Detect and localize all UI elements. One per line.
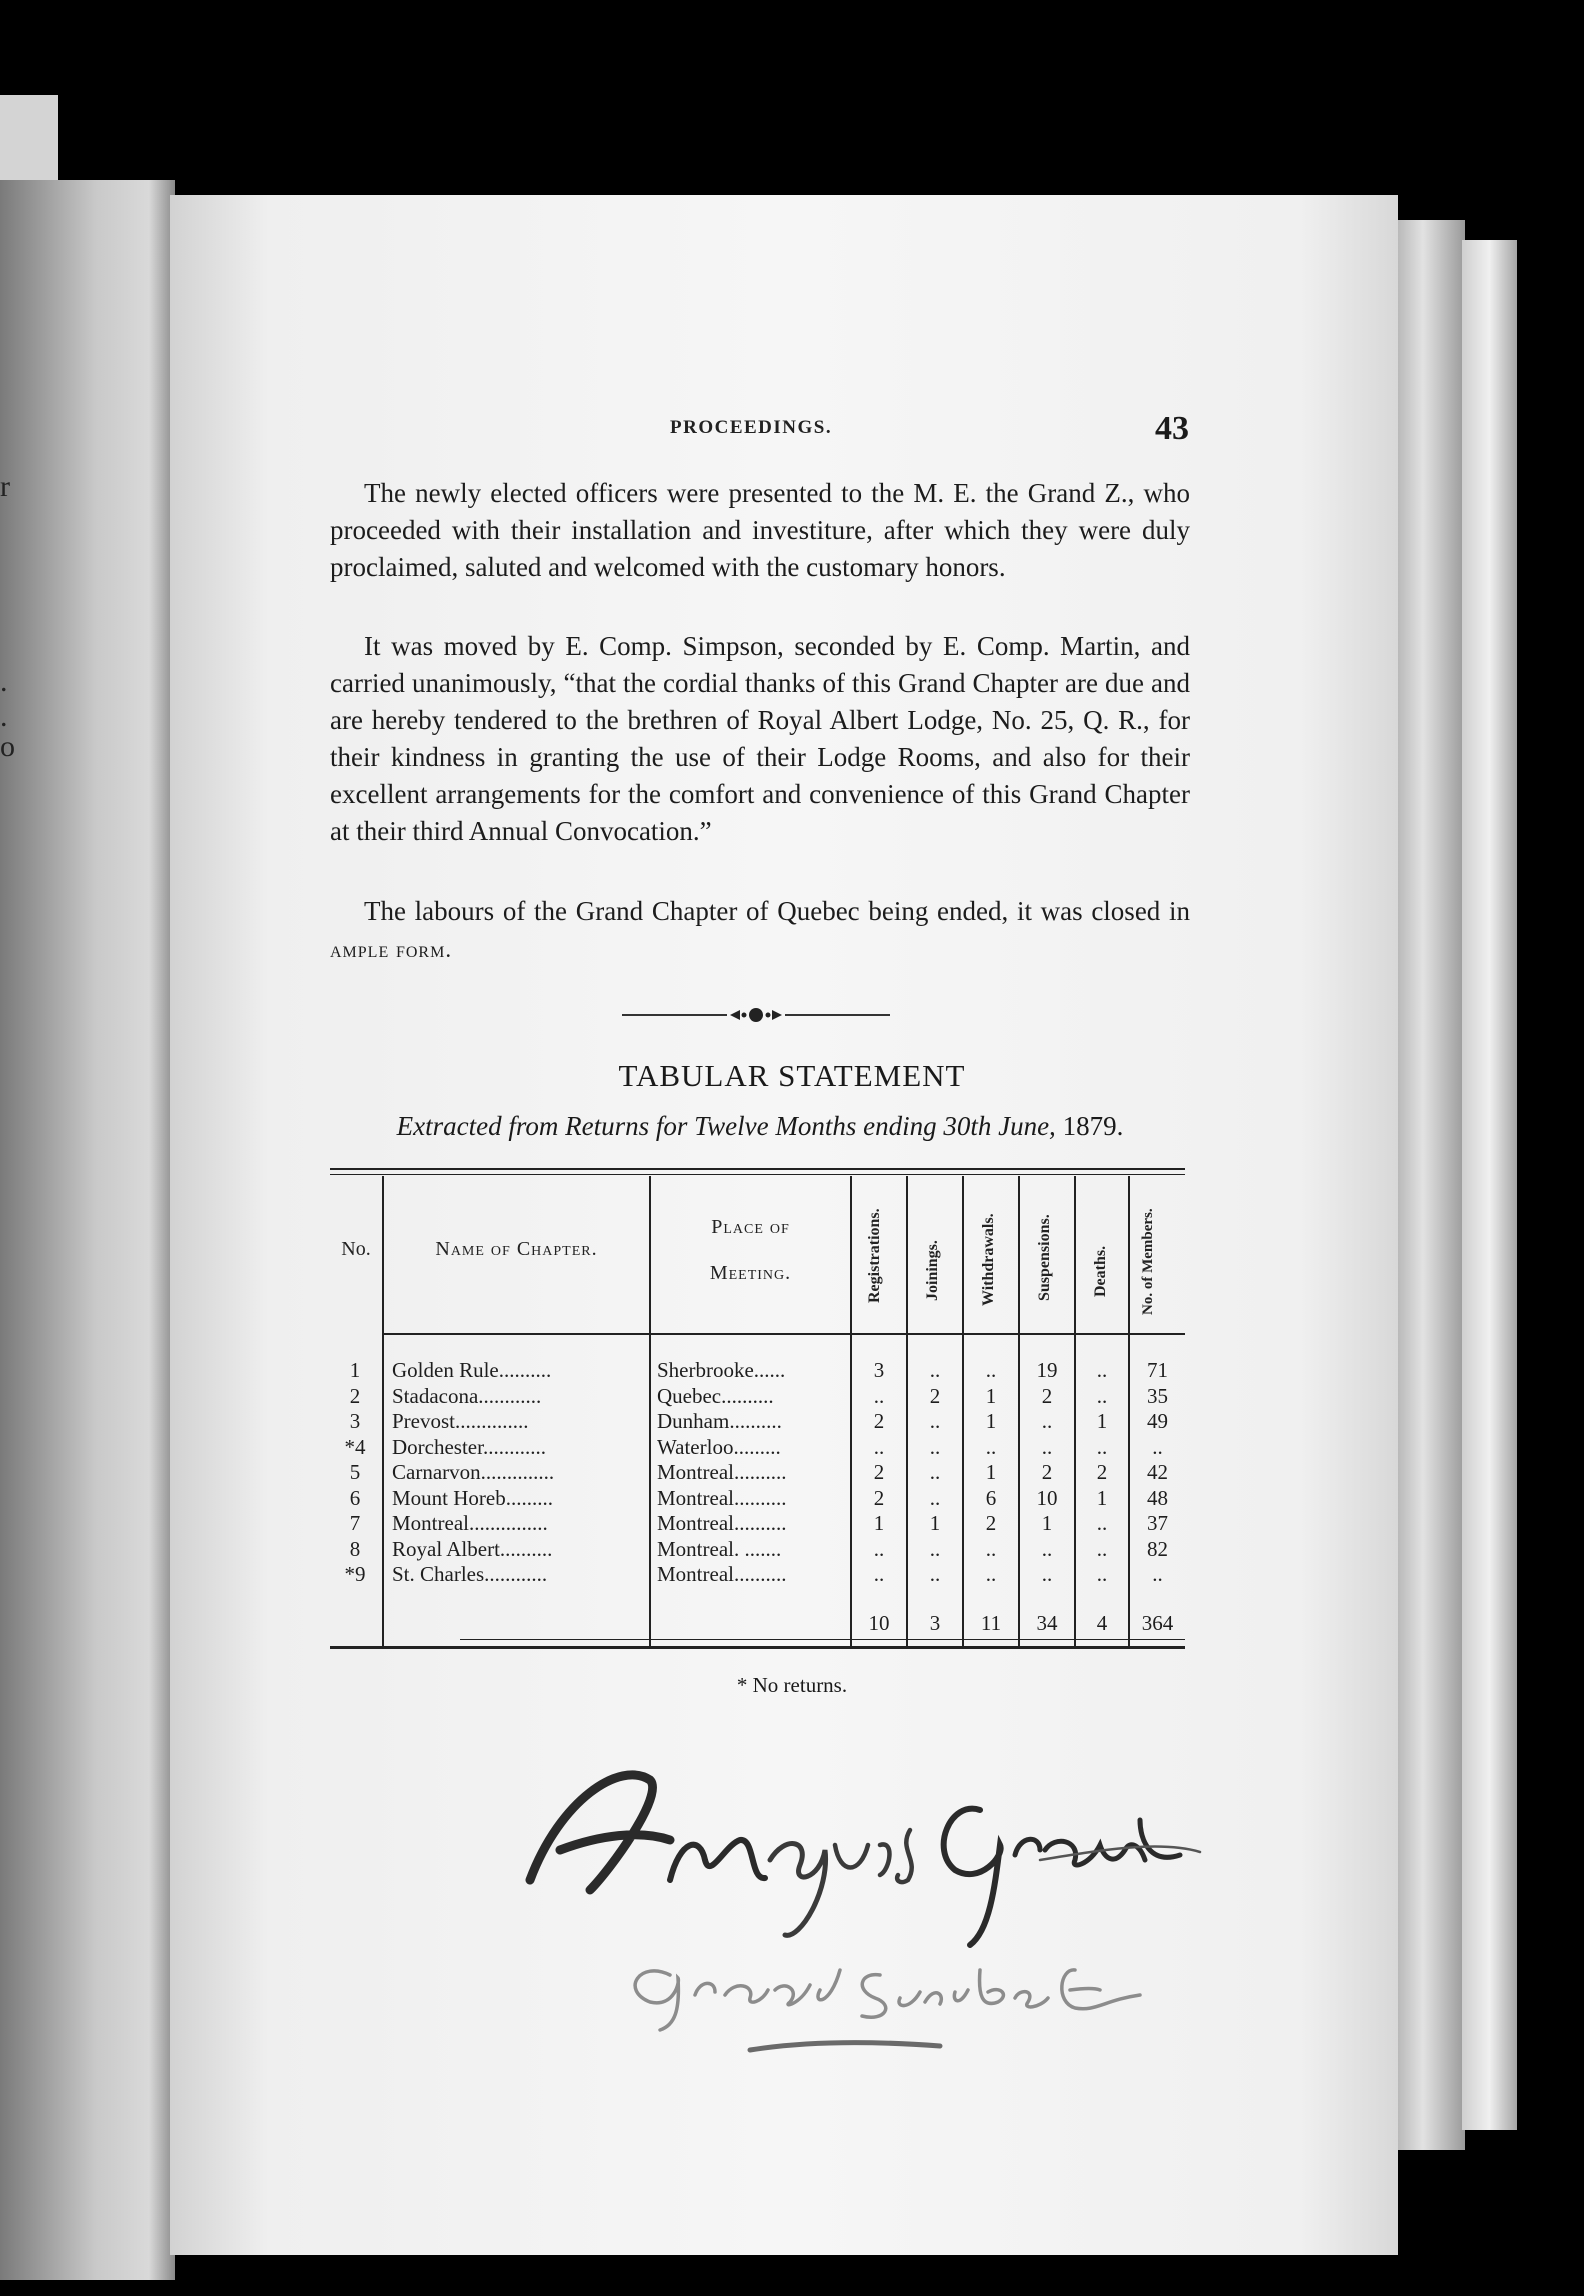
table-cell-with: 2 <box>985 1511 997 1535</box>
page-number: 43 <box>1155 410 1189 447</box>
table-cell-join: 2 <box>929 1383 941 1408</box>
column-header-no: No. <box>341 1238 371 1260</box>
table-cell-place: Montreal.......... <box>657 1562 787 1586</box>
column-header-name: Name of Chapter. <box>435 1238 598 1260</box>
table-cell-join: .. <box>929 1434 941 1459</box>
table-cell-mem: 48 <box>1147 1485 1168 1510</box>
table-cell-reg: .. <box>873 1383 885 1408</box>
table-cell-join: .. <box>929 1562 941 1586</box>
table-cell-no: 1 <box>349 1358 361 1382</box>
page-tab <box>0 95 58 180</box>
table-cell-name: Montreal............... <box>392 1511 548 1535</box>
facing-page-fragment: r <box>0 470 10 503</box>
table-cell-reg: 3 <box>873 1358 885 1382</box>
table-cell-susp: .. <box>1041 1409 1053 1433</box>
table-cell-place: Quebec.......... <box>657 1383 774 1408</box>
table-cell-death: .. <box>1096 1536 1108 1561</box>
facing-page-edge <box>0 180 175 2280</box>
table-cell-reg: 2 <box>873 1460 885 1484</box>
closing-text: The labours of the Grand Chapter of Quebec being ended, it was closed in <box>364 896 1190 926</box>
closing-paragraph <box>330 893 1190 968</box>
facing-page-fragment: . <box>0 665 8 698</box>
running-title: PROCEEDINGS. <box>670 417 833 438</box>
table-cell-place: Sherbrooke...... <box>657 1358 786 1382</box>
table-cell-reg: 2 <box>873 1409 885 1433</box>
table-cell-mem: 82 <box>1147 1536 1168 1561</box>
total-suspensions: 34 <box>1036 1611 1058 1635</box>
table-cell-name: Prevost.............. <box>392 1409 529 1433</box>
table-cell-no: *9 <box>344 1562 366 1586</box>
table-cell-mem: 71 <box>1147 1358 1168 1382</box>
table-cell-with: 1 <box>985 1383 997 1408</box>
table-cell-susp: .. <box>1041 1562 1053 1586</box>
table-cell-reg: 2 <box>873 1485 885 1510</box>
column-header-place-1: Place of <box>711 1216 790 1238</box>
table-cell-susp: 1 <box>1041 1511 1053 1535</box>
table-cell-susp: .. <box>1041 1434 1053 1459</box>
table-cell-mem: .. <box>1152 1562 1163 1586</box>
table-cell-susp: 2 <box>1041 1460 1053 1484</box>
table-cell-no: 7 <box>349 1511 361 1535</box>
table-cell-name: Royal Albert.......... <box>392 1536 553 1561</box>
table-subtitle-year: 1879. <box>1062 1111 1124 1141</box>
table-cell-no: 3 <box>349 1409 361 1433</box>
column-header-suspensions: Suspensions. <box>1036 1214 1053 1302</box>
table-cell-death: 1 <box>1096 1485 1108 1510</box>
table-cell-death: .. <box>1096 1434 1108 1459</box>
total-joinings: 3 <box>929 1611 941 1635</box>
table-cell-death: 2 <box>1096 1460 1108 1484</box>
table-cell-with: 1 <box>985 1409 997 1433</box>
table-cell-name: Stadacona............ <box>392 1383 542 1408</box>
total-members: 364 <box>1141 1611 1174 1635</box>
table-cell-with: 6 <box>985 1485 997 1510</box>
table-cell-mem: .. <box>1152 1434 1163 1459</box>
column-header-withdrawals: Withdrawals. <box>980 1213 997 1306</box>
table-cell-death: .. <box>1096 1383 1108 1408</box>
table-cell-with: .. <box>985 1434 997 1459</box>
table-cell-with: .. <box>985 1562 997 1586</box>
total-deaths: 4 <box>1096 1611 1108 1635</box>
total-registrations: 10 <box>868 1611 890 1635</box>
table-cell-place: Waterloo......... <box>657 1434 781 1459</box>
column-header-place-2: Meeting. <box>709 1262 792 1284</box>
ornament-divider <box>622 1005 890 1025</box>
table-cell-susp: 19 <box>1036 1358 1058 1382</box>
column-header-members: No. of Members. <box>1140 1208 1156 1316</box>
table-cell-no: 8 <box>349 1536 361 1561</box>
table-cell-susp: .. <box>1041 1536 1053 1561</box>
table-cell-name: St. Charles............ <box>392 1562 548 1586</box>
paragraph: It was moved by E. Comp. Simpson, seconded by E. Comp. Martin, and carried unanimously, “that the cordial thanks of this Grand Chapter are due and are hereby tendered to the brethren of Royal Albert Lodge, No. 25, Q. R., for their kindness in granting the use of their Lodge Rooms, and also for their excellent arrangements for the comfort and convenience of this Grand Chapter at their third Annual Convocation.” <box>330 631 1190 846</box>
column-header-registrations: Registrations. <box>866 1208 883 1304</box>
facing-page-fragment: o <box>0 730 15 763</box>
table-cell-join: .. <box>929 1460 941 1484</box>
table-cell-with: .. <box>985 1358 997 1382</box>
page-stack-edge <box>1395 220 1465 2150</box>
table-cell-name: Golden Rule.......... <box>392 1358 552 1382</box>
column-header-joinings: Joinings. <box>924 1240 941 1302</box>
table-cell-name: Carnarvon.............. <box>392 1460 555 1484</box>
footnote: * No returns. <box>736 1673 848 1697</box>
paragraph: The newly elected officers were presented to the M. E. the Grand Z., who proceeded with their installation and investiture, after which they were duly proclaimed, saluted and welcomed with the customary honors. <box>330 478 1190 582</box>
table-cell-join: .. <box>929 1536 941 1561</box>
table-title: TABULAR STATEMENT <box>618 1058 966 1093</box>
table-cell-mem: 35 <box>1147 1383 1168 1408</box>
tabular-statement-table <box>330 1168 1185 1658</box>
table-cell-join: 1 <box>929 1511 941 1535</box>
table-cell-death: .. <box>1096 1511 1108 1535</box>
table-cell-place: Montreal. ....... <box>657 1536 782 1561</box>
table-cell-name: Mount Horeb......... <box>392 1485 553 1510</box>
table-cell-join: .. <box>929 1358 941 1382</box>
table-cell-susp: 2 <box>1041 1383 1053 1408</box>
table-cell-no: 6 <box>349 1485 361 1510</box>
table-cell-mem: 37 <box>1147 1511 1168 1535</box>
table-cell-reg: .. <box>873 1536 885 1561</box>
closing-form: ample form. <box>330 937 453 962</box>
table-cell-place: Montreal.......... <box>657 1460 787 1484</box>
page-stack-edge <box>1462 240 1517 2130</box>
table-cell-death: 1 <box>1096 1409 1108 1433</box>
table-cell-place: Dunham.......... <box>657 1409 782 1433</box>
table-cell-with: 1 <box>985 1460 997 1484</box>
total-withdrawals: 11 <box>980 1611 1002 1635</box>
table-cell-place: Montreal.......... <box>657 1485 787 1510</box>
handwritten-signature <box>500 1740 1220 2070</box>
table-subtitle-text: Extracted from Returns for Twelve Months ending 30th June, <box>396 1111 1056 1141</box>
table-cell-no: *4 <box>344 1434 366 1459</box>
column-header-deaths: Deaths. <box>1092 1245 1109 1297</box>
table-cell-death: .. <box>1096 1358 1108 1382</box>
table-cell-mem: 42 <box>1147 1460 1168 1484</box>
table-cell-reg: 1 <box>873 1511 885 1535</box>
table-cell-no: 2 <box>349 1383 361 1408</box>
table-cell-join: .. <box>929 1409 941 1433</box>
table-cell-with: .. <box>985 1536 997 1561</box>
facing-page-fragment: . <box>0 700 8 733</box>
table-cell-susp: 10 <box>1036 1485 1058 1510</box>
table-cell-death: .. <box>1096 1562 1108 1586</box>
table-cell-reg: .. <box>873 1562 885 1586</box>
table-cell-name: Dorchester............ <box>392 1434 546 1459</box>
table-cell-reg: .. <box>873 1434 885 1459</box>
table-cell-no: 5 <box>349 1460 361 1484</box>
table-subtitle <box>330 1111 1190 1142</box>
table-cell-join: .. <box>929 1485 941 1510</box>
table-cell-place: Montreal.......... <box>657 1511 787 1535</box>
table-cell-mem: 49 <box>1147 1409 1168 1433</box>
